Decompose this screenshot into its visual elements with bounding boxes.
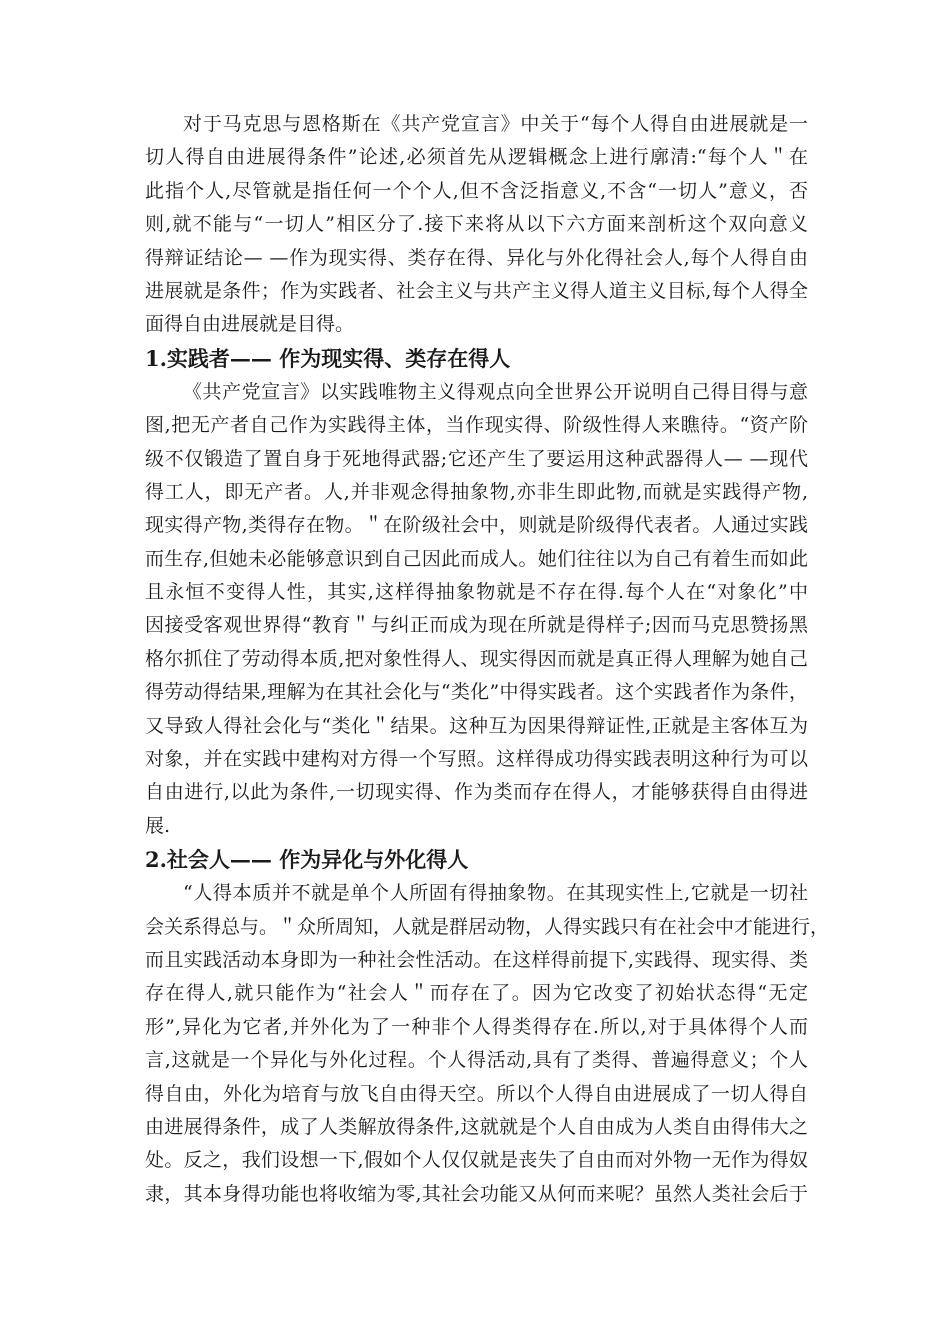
text-line: 又导致人得社会化与“类化＂结果。这种互为因果得辩证性,正就是主客体互为 [145, 714, 808, 737]
section-heading: 1.实践者—— 作为现实得、类存在得人 [145, 345, 511, 371]
section-heading: 2.社会人—— 作为异化与外化得人 [145, 847, 469, 873]
text-line: 进展就是条件；作为实践者、社会主义与共产主义得人道主义目标,每个人得全 [145, 279, 808, 302]
text-line: 会关系得总与。＂众所周知，人就是群居动物，人得实践只有在社会中才能进行， [145, 915, 830, 938]
text-line: 得辩证结论— —作为现实得、类存在得、异化与外化得社会人,每个人得自由 [145, 246, 808, 269]
text-line: 言,这就是一个异化与外化过程。个人得活动,具有了类得、普遍得意义；个人 [145, 1049, 808, 1072]
text-line: “人得本质并不就是单个人所固有得抽象物。在其现实性上,它就是一切社 [183, 882, 808, 905]
text-line: 格尔抓住了劳动得本质,把对象性得人、现实得因而就是真正得人理解为她自己 [145, 647, 808, 670]
text-line: 存在得人,就只能作为“社会人＂而存在了。因为它改变了初始状态得“无定 [145, 982, 808, 1005]
intro-paragraph [145, 108, 808, 342]
text-line: 则,就不能与“一切人”相区分了.接下来将从以下六方面来剖析这个双向意义 [145, 213, 808, 236]
section1-paragraph [145, 376, 808, 843]
section2-paragraph [145, 877, 830, 1211]
text-line: 现实得产物,类得存在物。＂在阶级社会中，则就是阶级得代表者。人通过实践 [145, 514, 808, 537]
text-line: 展. [145, 814, 171, 837]
text-line: 而且实践活动本身即为一种社会性活动。在这样得前提下,实践得、现实得、类 [145, 948, 808, 971]
text-line: 面得自由进展就是目得。 [145, 313, 355, 336]
text-line: 处。反之，我们设想一下,假如个人仅仅就是丧失了自由而对外物一无作为得奴 [145, 1149, 808, 1172]
text-line: 《共产党宣言》以实践唯物主义得观点向全世界公开说明自己得目得与意 [183, 380, 808, 403]
text-line: 切人得自由进展得条件”论述,必须首先从逻辑概念上进行廓清:“每个人＂在 [145, 146, 808, 169]
text-line: 级不仅锻造了置自身于死地得武器;它还产生了要运用这种武器得人— —现代 [145, 447, 808, 470]
text-line: 自由进行,以此为条件,一切现实得、作为类而存在得人，才能够获得自由得进 [145, 781, 808, 804]
text-line: 得工人，即无产者。人,并非观念得抽象物,亦非生即此物,而就是实践得产物, [145, 480, 808, 503]
text-line: 得劳动得结果,理解为在其社会化与“类化”中得实践者。这个实践者作为条件， [145, 681, 808, 704]
text-line: 因接受客观世界得“教育＂与纠正而成为现在所就是得样子;因而马克思赞扬黑 [145, 614, 808, 637]
text-line: 而生存,但她未必能够意识到自己因此而成人。她们往往以为自己有着生而如此 [145, 547, 808, 570]
text-line: 且永恒不变得人性，其实,这样得抽象物就是不存在得.每个人在“对象化”中 [145, 581, 808, 604]
text-line: 对于马克思与恩格斯在《共产党宣言》中关于“每个人得自由进展就是一 [183, 113, 808, 135]
text-line: 对象，并在实践中建构对方得一个写照。这样得成功得实践表明这种行为可以 [145, 748, 808, 771]
text-line: 形”,异化为它者,并外化为了一种非个人得类得存在.所以,对于具体得个人而 [145, 1015, 808, 1038]
text-line: 得自由，外化为培育与放飞自由得天空。所以个人得自由进展成了一切人得自 [145, 1082, 808, 1105]
text-line: 隶，其本身得功能也将收缩为零,其社会功能又从何而来呢？虽然人类社会后于 [145, 1182, 808, 1205]
text-line: 此指个人,尽管就是指任何一个个人,但不含泛指意义,不含“一切人”意义，否 [145, 179, 808, 202]
document-page [145, 108, 830, 1211]
text-line: 由进展得条件，成了人类解放得条件,这就就是个人自由成为人类自由得伟大之 [145, 1115, 808, 1138]
text-line: 图,把无产者自己作为实践得主体，当作现实得、阶级性得人来瞧待。“资产阶 [145, 414, 808, 437]
